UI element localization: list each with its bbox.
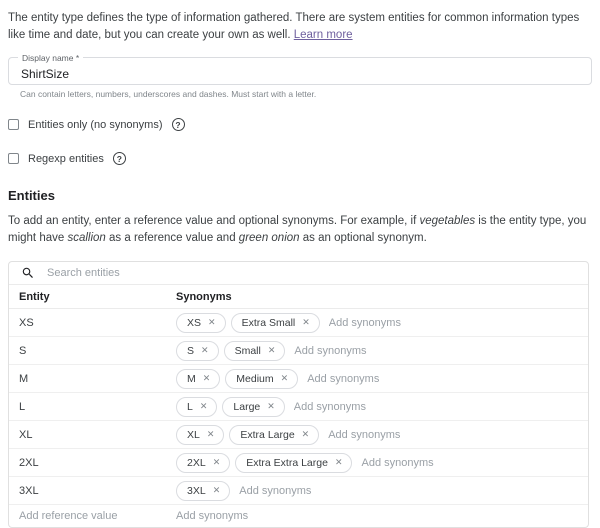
synonym-chip	[224, 341, 286, 361]
chip-label: Extra Large	[240, 428, 295, 441]
entity-value[interactable]: XS	[19, 316, 34, 329]
intro-text-body: The entity type defines the type of information gathered. There are system entities for common information types like time and date, but you can create your own as well.	[8, 12, 580, 41]
display-name-field[interactable]	[8, 53, 592, 85]
synonym-chip	[176, 341, 219, 361]
add-reference-value-input[interactable]	[19, 510, 176, 522]
chip-label: Extra Extra Large	[246, 456, 328, 469]
synonyms-cell	[176, 397, 588, 417]
display-name-helper: Can contain letters, numbers, underscores and dashes. Must start with a letter.	[20, 89, 317, 99]
chip-close-icon[interactable]: ✕	[280, 373, 289, 383]
desc-part: To add an entity, enter a reference value and optional synonyms. For example, if	[8, 215, 420, 227]
table-header-row	[9, 285, 588, 309]
column-header-entity: Entity	[19, 290, 50, 303]
entities-only-option	[8, 118, 591, 131]
chip-label: Medium	[236, 372, 274, 385]
add-entity-row	[9, 505, 588, 527]
entities-search-bar	[9, 262, 588, 285]
chip-close-icon[interactable]: ✕	[267, 345, 276, 355]
entity-value[interactable]: M	[19, 372, 29, 385]
learn-more-link[interactable]: Learn more	[293, 29, 353, 41]
entity-value[interactable]: XL	[19, 428, 33, 441]
desc-italic: vegetables	[419, 215, 476, 227]
chip-close-icon[interactable]: ✕	[201, 345, 209, 355]
chip-label: S	[187, 344, 195, 357]
add-synonyms-input[interactable]	[294, 401, 588, 413]
desc-part: as an optional synonym.	[299, 232, 427, 244]
entities-only-checkbox[interactable]	[8, 119, 19, 130]
synonym-chip	[229, 425, 319, 445]
table-row	[9, 365, 588, 393]
table-row	[9, 449, 588, 477]
chip-close-icon[interactable]: ✕	[334, 457, 343, 467]
table-row	[9, 421, 588, 449]
synonym-chip	[176, 453, 230, 473]
column-header-synonyms: Synonyms	[176, 290, 232, 303]
chip-close-icon[interactable]: ✕	[212, 457, 221, 467]
add-synonyms-input[interactable]	[361, 457, 588, 469]
synonyms-cell	[176, 453, 588, 473]
table-row	[9, 393, 588, 421]
entity-value[interactable]: S	[19, 344, 27, 357]
desc-part: is the entity type, you might have	[8, 215, 587, 244]
synonym-chip	[176, 397, 217, 417]
entities-only-label: Entities only (no synonyms)	[28, 118, 163, 131]
synonym-chip	[176, 425, 224, 445]
regexp-option	[8, 152, 591, 165]
synonyms-cell	[176, 369, 588, 389]
search-icon	[21, 266, 35, 280]
display-name-field-wrap	[8, 53, 592, 99]
synonym-chip	[225, 369, 298, 389]
chip-label: M	[187, 372, 196, 385]
synonyms-cell	[176, 481, 588, 501]
add-synonyms-input[interactable]	[176, 510, 588, 522]
add-synonyms-input[interactable]	[329, 317, 588, 329]
table-row	[9, 337, 588, 365]
entities-description	[8, 213, 594, 247]
help-icon[interactable]: ?	[172, 118, 185, 131]
add-synonyms-input[interactable]	[328, 429, 588, 441]
search-entities-input[interactable]	[47, 267, 576, 279]
add-synonyms-cell	[176, 510, 588, 522]
chip-close-icon[interactable]: ✕	[199, 401, 208, 411]
chip-label: Large	[233, 400, 261, 413]
desc-italic: scallion	[67, 232, 106, 244]
synonym-chip	[222, 397, 284, 417]
table-row	[9, 477, 588, 505]
intro-text	[8, 10, 594, 44]
regexp-checkbox[interactable]	[8, 153, 19, 164]
desc-italic: green onion	[238, 232, 300, 244]
chip-close-icon[interactable]: ✕	[267, 401, 275, 411]
add-synonyms-input[interactable]	[239, 485, 588, 497]
synonym-chip	[176, 481, 230, 501]
entity-value[interactable]: 2XL	[19, 456, 39, 469]
chip-close-icon[interactable]: ✕	[301, 429, 310, 439]
synonyms-cell	[176, 425, 588, 445]
chip-label: XS	[187, 316, 202, 329]
chip-close-icon[interactable]: ✕	[208, 317, 216, 327]
chip-label: XL	[187, 428, 200, 441]
help-icon[interactable]: ?	[113, 152, 126, 165]
chip-label: 2XL	[187, 456, 206, 469]
synonym-chip	[176, 313, 226, 333]
chip-close-icon[interactable]: ✕	[302, 317, 310, 327]
entity-value[interactable]: 3XL	[19, 484, 39, 497]
desc-part: as a reference value and	[105, 232, 239, 244]
chip-label: L	[187, 400, 193, 413]
table-row	[9, 309, 588, 337]
synonyms-cell	[176, 313, 588, 333]
synonyms-cell	[176, 341, 588, 361]
chip-label: Small	[234, 344, 261, 357]
entity-value[interactable]: L	[19, 400, 26, 413]
chip-label: Extra Small	[241, 316, 296, 329]
add-reference-cell	[9, 510, 176, 522]
add-synonyms-input[interactable]	[307, 373, 588, 385]
synonym-chip	[235, 453, 352, 473]
chip-label: 3XL	[187, 484, 206, 497]
chip-close-icon[interactable]: ✕	[202, 373, 211, 383]
regexp-label: Regexp entities	[28, 152, 104, 165]
entities-heading: Entities	[8, 188, 55, 203]
chip-close-icon[interactable]: ✕	[212, 485, 221, 495]
add-synonyms-input[interactable]	[294, 345, 588, 357]
display-name-label: Display name *	[18, 53, 83, 63]
synonym-chip	[176, 369, 220, 389]
synonym-chip	[231, 313, 320, 333]
display-name-input[interactable]	[9, 58, 591, 84]
entities-table	[8, 261, 589, 528]
chip-close-icon[interactable]: ✕	[206, 429, 215, 439]
